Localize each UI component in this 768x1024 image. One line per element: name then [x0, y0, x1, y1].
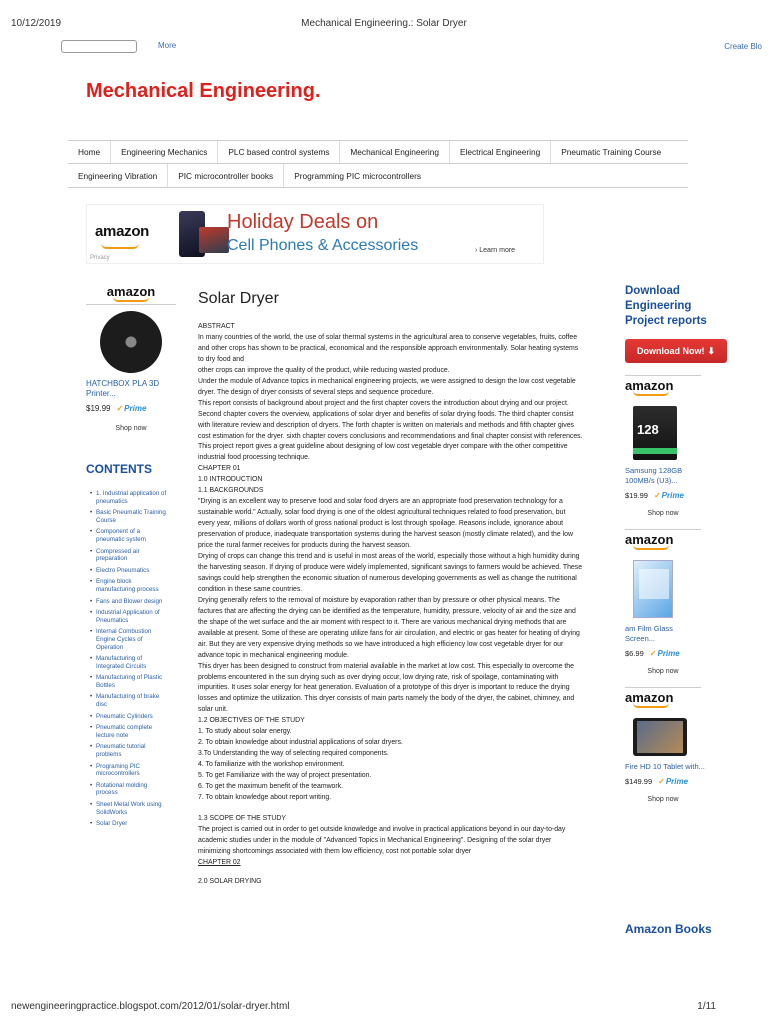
post-paragraph: 7. To obtain knowledge about report writing. — [198, 793, 332, 801]
shop-now-button[interactable]: Shop now — [647, 510, 679, 517]
blog-title[interactable]: Mechanical Engineering. — [86, 80, 321, 102]
post-paragraph: other crops can improve the quality of the product, while reducing wasted produce. — [198, 366, 450, 374]
contents-item[interactable]: • Manufacturing of Integrated Circuits — [90, 655, 170, 670]
banner-subheadline: Cell Phones & Accessories — [227, 237, 419, 254]
print-header — [0, 0, 768, 29]
product-price: $19.99 — [86, 404, 111, 413]
prime-badge: ✓ Prime — [658, 777, 688, 786]
contents-item[interactable]: • Fans and Blower design — [90, 598, 170, 606]
amazon-logo: amazon — [625, 532, 674, 547]
price-row — [625, 649, 705, 658]
contents-item[interactable]: • Rotational molding process — [90, 782, 170, 797]
shop-now-button[interactable]: Shop now — [647, 668, 679, 675]
post-paragraph: This report consists of background about project and the first chapter covers the introduction about drying and our project. Second chapter covers the overview, applications of solar dryer and benefits of solar drying foods. The third chapter consist with literature review and description of dryers. The forth chapter is written on materials and methods and fifth chapter gives cost estimation for the dryer. sixth chapter covers conclusions and recommendations and final chapter consist with references. — [198, 399, 583, 440]
tablet-image[interactable] — [633, 718, 687, 756]
download-now-button[interactable] — [625, 339, 727, 363]
post-paragraph: 1.3 SCOPE OF THE STUDY — [198, 814, 286, 822]
post-paragraph: In many countries of the world, the use of solar thermal systems in the agricultural area to conserve vegetables, fruits, coffee and other crops has shown to be practical, economical and the responsible approach environmentally. Solar heating systems to dry food and — [198, 333, 579, 363]
contents-item[interactable]: • Basic Pneumatic Training Course — [90, 509, 170, 524]
tab-pic-books[interactable]: PIC microcontroller books — [168, 164, 284, 187]
contents-item[interactable]: • Solar Dryer — [90, 820, 170, 828]
post-paragraph: 1.2 OBJECTIVES OF THE STUDY — [198, 717, 305, 725]
contents-list — [90, 490, 170, 832]
post-paragraph: 4. To familiarize with the workshop environment. — [198, 761, 345, 769]
create-blog-link[interactable]: Create Blo — [724, 42, 762, 51]
search-input[interactable] — [61, 40, 137, 53]
amazon-books-title[interactable]: Amazon Books — [625, 922, 712, 936]
post-body — [198, 322, 584, 888]
amazon-product-widget[interactable] — [625, 529, 705, 675]
contents-item[interactable]: • Electro Pneumatics — [90, 567, 170, 575]
contents-title: CONTENTS — [86, 462, 152, 476]
privacy-link[interactable]: Privacy — [90, 255, 110, 261]
right-sidebar — [625, 284, 730, 803]
post-paragraph: Under the module of Advance topics in mechanical engineering projects, we were assigned to design the low cost vegetable dryer. The design of dryer consists of several steps and sequence procedure. — [198, 377, 576, 396]
tab-pneumatic-training[interactable]: Pneumatic Training Course — [561, 147, 662, 157]
tab-programming-pic[interactable]: Programming PIC microcontrollers — [294, 170, 421, 181]
sd-card-image[interactable] — [633, 406, 677, 460]
screen-protector-image[interactable] — [633, 560, 673, 618]
amazon-logo: amazon — [625, 690, 674, 705]
tab-home[interactable]: Home — [68, 141, 111, 163]
shop-now-button[interactable]: Shop now — [647, 796, 679, 803]
product-title[interactable]: Samsung 128GB 100MB/s (U3)... — [625, 466, 683, 485]
print-footer — [0, 1000, 768, 1024]
shop-now-button[interactable]: Shop now — [115, 425, 147, 432]
download-title[interactable]: Download Engineering Project reports — [625, 285, 707, 327]
product-title[interactable]: HATCHBOX PLA 3D Printer... — [86, 379, 160, 398]
contents-item[interactable]: • Manufacturing of Plastic Bottles — [90, 674, 170, 689]
contents-item[interactable]: • Component of a pneumatic system — [90, 528, 170, 543]
amazon-product-widget[interactable] — [86, 284, 176, 432]
post — [190, 290, 590, 888]
price-row — [86, 404, 176, 413]
contents-item[interactable]: • Sheet Metal Work using SolidWorks — [90, 801, 170, 816]
post-paragraph: Drying generally refers to the removal of moisture by evaporation rather than by pressure or other physical means. The factures that are affecting the drying can be identified as the temperature, humidity, pressure, velocity of air and the size and the shape of the wet surface and the air moment with respect to it. There are various mechanical drying methods that are available at present. Some of these are operating utilize fans for air circulation, and electric or gas heater for heating of drying air. But they are very expensive drying methods so we have introduced a high efficiency low cost vegetable dryer for our advance topic in mechanical engineering module. — [198, 596, 580, 659]
blogger-navbar — [0, 40, 768, 56]
prime-badge: ✓ Prime — [116, 404, 146, 413]
contents-item[interactable]: • Pneumatic tutorial problems — [90, 743, 170, 758]
contents-item[interactable]: • Pneumatic Cylinders — [90, 713, 170, 721]
left-sidebar — [86, 284, 176, 432]
page-tabs-row-2 — [68, 164, 688, 188]
post-paragraph: ABSTRACT — [198, 323, 235, 330]
post-paragraph: 5. To get Familiarize with the way of project presentation. — [198, 772, 372, 780]
contents-item[interactable]: • Programing PIC microcontrollers — [90, 763, 170, 778]
tab-electrical-engineering[interactable]: Electrical Engineering — [450, 141, 551, 163]
tab-engineering-mechanics[interactable]: Engineering Mechanics — [111, 141, 218, 163]
arrow-down-icon: ⬇ — [707, 345, 716, 356]
download-now-label: Download Now! — [636, 346, 705, 356]
learn-more-link[interactable]: › Learn more — [475, 247, 516, 254]
amazon-product-widget[interactable] — [625, 687, 705, 803]
contents-item[interactable]: • Compressed air preparation — [90, 548, 170, 563]
banner-headline: Holiday Deals on — [227, 211, 379, 233]
post-paragraph: This project report gives a great guideline about designing of low cost vegetable dryer compare with the other competitive industrial food processing technique. — [198, 443, 568, 462]
post-paragraph: 6. To get the maximum benefit of the teamwork. — [198, 783, 344, 791]
amazon-logo: amazon — [625, 378, 674, 393]
prime-badge: ✓ Prime — [654, 491, 684, 500]
page-tabs-row-1 — [68, 140, 688, 164]
contents-item[interactable]: • Internal Combustion Engine Cycles of Operation — [90, 628, 170, 651]
divider — [86, 304, 176, 305]
divider — [625, 375, 701, 376]
product-price: $6.99 — [625, 649, 644, 658]
sd-card-band — [633, 448, 677, 454]
post-paragraph: 1. To study about solar energy. — [198, 728, 292, 736]
product-price: $149.99 — [625, 777, 653, 786]
post-paragraph: Drying of crops can change this trend and is useful in most areas of the world, especially those without a high humidity during the harvesting season. If drying of produce were widely implemented, significant savings to farmers would be achieved. These savings could help strengthen the economic situation of numerous developing governments as well as change the nutritional condition in these same countries. — [198, 553, 583, 593]
post-paragraph — [198, 804, 584, 814]
post-paragraph: 1.0 INTRODUCTION — [198, 476, 263, 484]
post-paragraph: 3.To Understanding the way of selecting required components. — [198, 750, 389, 758]
post-paragraph: CHAPTER 01 — [198, 465, 241, 473]
post-paragraph: 2.0 SOLAR DRYING — [198, 877, 262, 885]
phone-accessory-image — [199, 227, 229, 253]
sd-card-label: 128 — [637, 422, 659, 437]
post-paragraph: 2. To obtain knowledge about industrial applications of solar dryers. — [198, 739, 403, 747]
filament-spool-image[interactable] — [100, 311, 162, 373]
divider — [625, 529, 701, 530]
divider — [625, 687, 701, 688]
print-page-number: 1/11 — [697, 1001, 716, 1012]
tab-mechanical-engineering[interactable]: Mechanical Engineering — [340, 141, 450, 163]
contents-item[interactable]: • Pneumatic complete lecture note — [90, 724, 170, 739]
contents-item[interactable]: • Engine block manufacturing process — [90, 578, 170, 593]
product-title[interactable]: am Film Glass Screen... — [625, 624, 673, 643]
contents-item[interactable]: • Manufacturing of brake disc — [90, 693, 170, 708]
amazon-banner-ad[interactable] — [86, 204, 544, 264]
amazon-logo: amazon — [106, 284, 156, 299]
tab-engineering-vibration[interactable]: Engineering Vibration — [68, 164, 168, 187]
amazon-logo: amazon — [95, 223, 150, 240]
print-title: Mechanical Engineering.: Solar Dryer — [301, 18, 467, 29]
prime-badge: ✓ Prime — [650, 649, 680, 658]
amazon-smile-icon — [101, 243, 139, 249]
post-paragraph: CHAPTER 02 — [198, 858, 241, 866]
price-row — [625, 777, 705, 786]
tab-plc-control[interactable]: PLC based control systems — [218, 141, 340, 163]
post-paragraph: "Drying is an excellent way to preserve food and solar food dryers are an appropriate food preservation technology for a sustainable world." Actually, solar food drying is one of the oldest agricultural techniques related to food preservation, but every year, millions of dollars worth of gross national product is lost through spoilage. Reasons include, ignorance about preservation of produce, inadequate transportation systems during the harvest season (mostly climate related), and the low price the rural farmer receives for products during the harvest season. — [198, 498, 573, 550]
product-title[interactable]: Fire HD 10 Tablet with... — [625, 762, 705, 771]
post-title: Solar Dryer — [198, 290, 279, 307]
post-paragraph: This dryer has been designed to construct from material available in the market at low cost. This especially to overcome the problems encountered in the sun drying such as over drying occur, low drying rate, risk of spoilage, contaminating with impurities. It uses solar energy for heat generation. Evaluation of a prototype of this dryer is important to reduce the drying losses and optimize the utilization. This dryer consists of main parts namely the body of the dryer, the cabinet, chimney, and solar unit. — [198, 662, 575, 714]
product-price: $19.99 — [625, 491, 648, 500]
amazon-product-widget[interactable] — [625, 375, 705, 517]
contents-item[interactable]: • Industrial Application of Pneumatics — [90, 609, 170, 624]
price-row — [625, 491, 705, 500]
print-date: 10/12/2019 — [11, 18, 62, 29]
post-paragraph: 1.1 BACKGROUNDS — [198, 487, 264, 495]
print-url: newengineeringpractice.blogspot.com/2012/01/solar-dryer.html — [11, 1001, 290, 1012]
post-paragraph: The project is carried out in order to get outside knowledge and involve in practical applications beyond in our day-to-day academic studies under in the module of "Advanced Topics in Mechanical Engineering". Designing of the solar dryer minimizing shortcomings associated with them low efficiency, cost not portable solar dryer — [198, 825, 566, 855]
more-link[interactable]: More — [158, 41, 177, 50]
page-tabs — [68, 140, 688, 188]
contents-item[interactable]: • 1. Industrial application of pneumatics — [90, 490, 170, 505]
